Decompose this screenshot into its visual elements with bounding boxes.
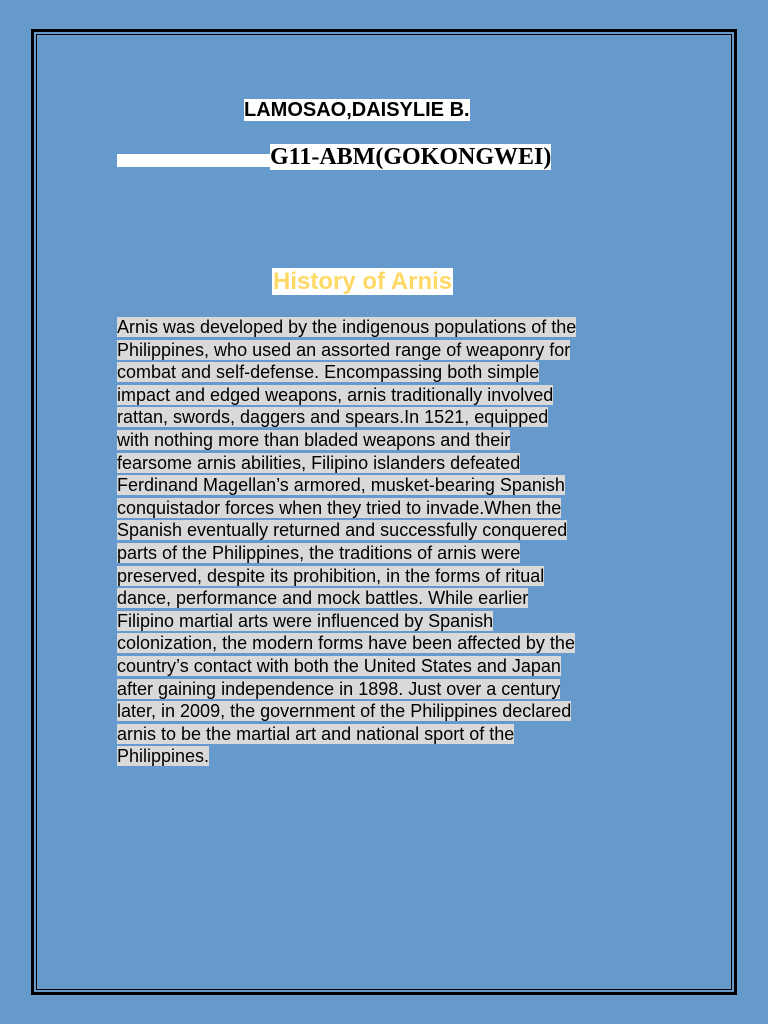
document-title xyxy=(272,266,453,298)
body-line: fearsome arnis abilities, Filipino islanders defeated xyxy=(117,452,521,473)
body-line: impact and edged weapons, arnis traditionally involved xyxy=(117,384,554,405)
body-line: country’s contact with both the United States and Japan xyxy=(117,655,561,676)
body-line: colonization, the modern forms have been affected by the xyxy=(117,633,575,654)
body-line: Philippines. xyxy=(117,746,210,767)
class-section xyxy=(270,142,551,172)
body-line: parts of the Philippines, the traditions of arnis were xyxy=(117,542,521,563)
body-line: with nothing more than bladed weapons and their xyxy=(117,429,511,450)
body-paragraph xyxy=(117,316,652,768)
body-line: Filipino martial arts were influenced by Spanish xyxy=(117,610,494,631)
body-line: Ferdinand Magellan’s armored, musket-bearing Spanish xyxy=(117,475,565,496)
document-title-text: History of Arnis xyxy=(273,268,453,295)
body-line: conquistador forces when they tried to invade.When the xyxy=(117,497,562,518)
body-line: preserved, despite its prohibition, in the forms of ritual xyxy=(117,565,545,586)
body-line: later, in 2009, the government of the Philippines declared xyxy=(117,701,572,722)
author-name xyxy=(244,97,470,123)
highlight-bar xyxy=(117,154,273,167)
body-line: Philippines, who used an assorted range of weaponry for xyxy=(117,339,571,360)
body-line: rattan, swords, daggers and spears.In 1521, equipped xyxy=(117,407,549,428)
class-section-text: G11-ABM(GOKONGWEI) xyxy=(270,144,552,170)
author-name-text: LAMOSAO,DAISYLIE B. xyxy=(244,99,470,121)
body-line: dance, performance and mock battles. While earlier xyxy=(117,588,529,609)
body-line: arnis to be the martial art and national sport of the xyxy=(117,723,515,744)
body-line: Spanish eventually returned and successfully conquered xyxy=(117,520,568,541)
body-line: after gaining independence in 1898. Just over a century xyxy=(117,678,561,699)
body-line: Arnis was developed by the indigenous populations of the xyxy=(117,317,577,337)
body-line: combat and self-defense. Encompassing both simple xyxy=(117,362,540,383)
